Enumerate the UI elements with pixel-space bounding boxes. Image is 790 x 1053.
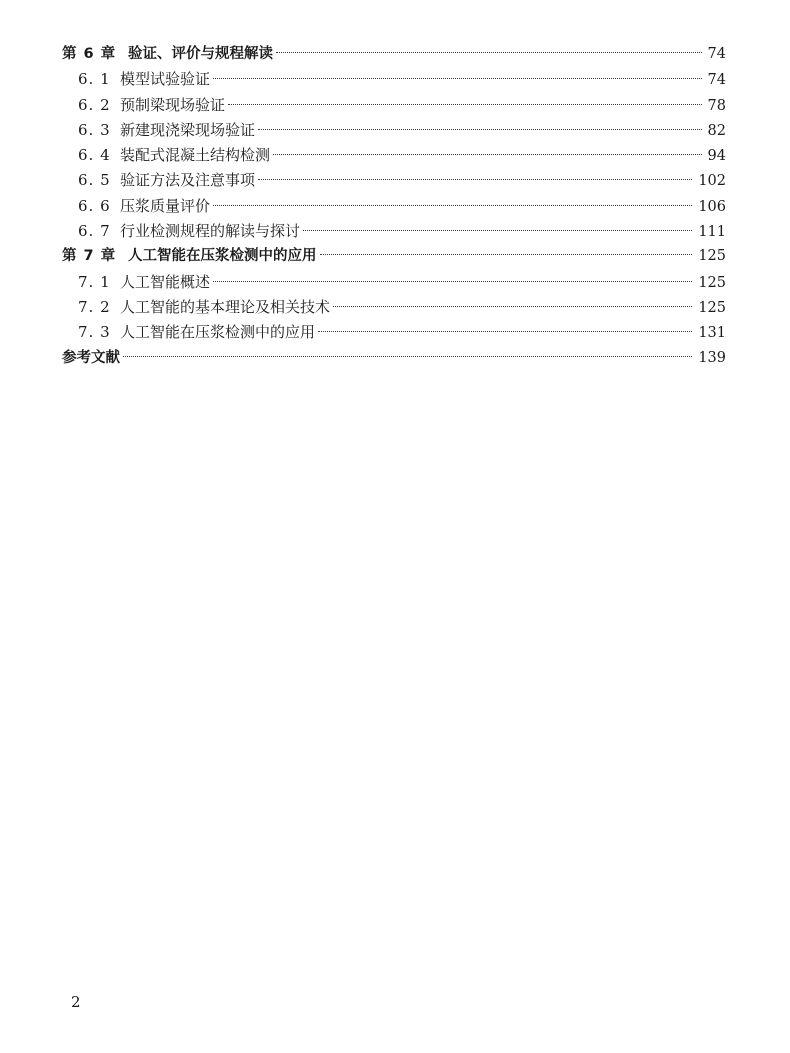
- toc-entry-number: 6. 2: [78, 95, 111, 114]
- page-number: 2: [71, 993, 81, 1011]
- toc-references[interactable]: [62, 346, 726, 371]
- toc-entry-number: 6. 7: [78, 222, 111, 241]
- dot-leader: [213, 78, 702, 79]
- toc-section-7-1[interactable]: [62, 270, 726, 295]
- dot-leader: [213, 205, 692, 206]
- dot-leader: [258, 179, 692, 180]
- dot-leader: [258, 129, 702, 130]
- toc-entry-page: 74: [707, 46, 726, 62]
- toc-entry-title: 人工智能在压浆检测中的应用: [120, 323, 316, 342]
- toc-section-7-2[interactable]: [62, 295, 726, 320]
- toc-entry-page: 102: [698, 173, 726, 190]
- toc-section-7-3[interactable]: [62, 320, 726, 345]
- toc-chapter-6[interactable]: [62, 42, 726, 67]
- toc-entry-page: 125: [698, 248, 726, 265]
- toc-entry-number: 7. 3: [78, 323, 111, 342]
- toc-entry-title: 人工智能概述: [120, 272, 211, 291]
- dot-leader: [123, 356, 692, 357]
- dot-leader: [320, 254, 693, 255]
- toc-section-6-2[interactable]: [62, 93, 726, 118]
- toc-entry-title: 验证、评价与规程解读: [128, 46, 273, 62]
- toc-entry-number: 7. 1: [78, 272, 111, 291]
- toc-entry-number: 6. 5: [78, 171, 111, 190]
- toc-entry-number: 6. 1: [78, 70, 111, 89]
- toc-entry-page: 125: [698, 299, 726, 316]
- toc-section-6-4[interactable]: [62, 143, 726, 168]
- toc-entry-number: 6. 4: [78, 146, 111, 165]
- dot-leader: [318, 331, 692, 332]
- toc-entry-number: 第 7 章: [62, 248, 117, 265]
- toc-entry-page: 106: [698, 198, 726, 215]
- toc-entry-page: 131: [698, 325, 726, 342]
- toc-entry-page: 111: [698, 224, 726, 241]
- toc-entry-page: 125: [698, 274, 726, 291]
- toc-section-6-6[interactable]: [62, 194, 726, 219]
- toc-entry-title: 行业检测规程的解读与探讨: [120, 222, 301, 241]
- toc-entry-title: 新建现浇梁现场验证: [120, 120, 256, 139]
- toc-entry-title: 人工智能的基本理论及相关技术: [120, 297, 331, 316]
- dot-leader: [213, 281, 692, 282]
- dot-leader: [333, 306, 692, 307]
- dot-leader: [228, 104, 702, 105]
- toc-entry-page: 78: [707, 97, 726, 114]
- toc-entry-number: 7. 2: [78, 297, 111, 316]
- toc-entry-page: 94: [707, 148, 726, 165]
- toc-entry-page: 82: [707, 122, 726, 139]
- toc-entry-number: 6. 6: [78, 196, 111, 215]
- toc-entry-title: 压浆质量评价: [120, 196, 211, 215]
- dot-leader: [273, 154, 702, 155]
- toc-section-6-5[interactable]: [62, 168, 726, 193]
- dot-leader: [303, 230, 692, 231]
- toc-entry-title: 模型试验验证: [120, 70, 211, 89]
- toc-entry-title: 装配式混凝土结构检测: [120, 146, 271, 165]
- toc-chapter-7[interactable]: [62, 244, 726, 269]
- dot-leader: [276, 52, 702, 53]
- toc-entry-page: 139: [698, 349, 726, 366]
- toc-entry-title: 验证方法及注意事项: [120, 171, 256, 190]
- table-of-contents: [62, 42, 726, 371]
- toc-entry-page: 74: [707, 72, 726, 89]
- toc-entry-number: 第 6 章: [62, 46, 117, 62]
- toc-section-6-1[interactable]: [62, 67, 726, 92]
- toc-entry-title: 参考文献: [62, 349, 120, 366]
- toc-entry-number: 6. 3: [78, 120, 111, 139]
- toc-section-6-3[interactable]: [62, 118, 726, 143]
- toc-entry-title: 预制梁现场验证: [120, 95, 226, 114]
- toc-entry-title: 人工智能在压浆检测中的应用: [128, 248, 317, 265]
- toc-section-6-7[interactable]: [62, 219, 726, 244]
